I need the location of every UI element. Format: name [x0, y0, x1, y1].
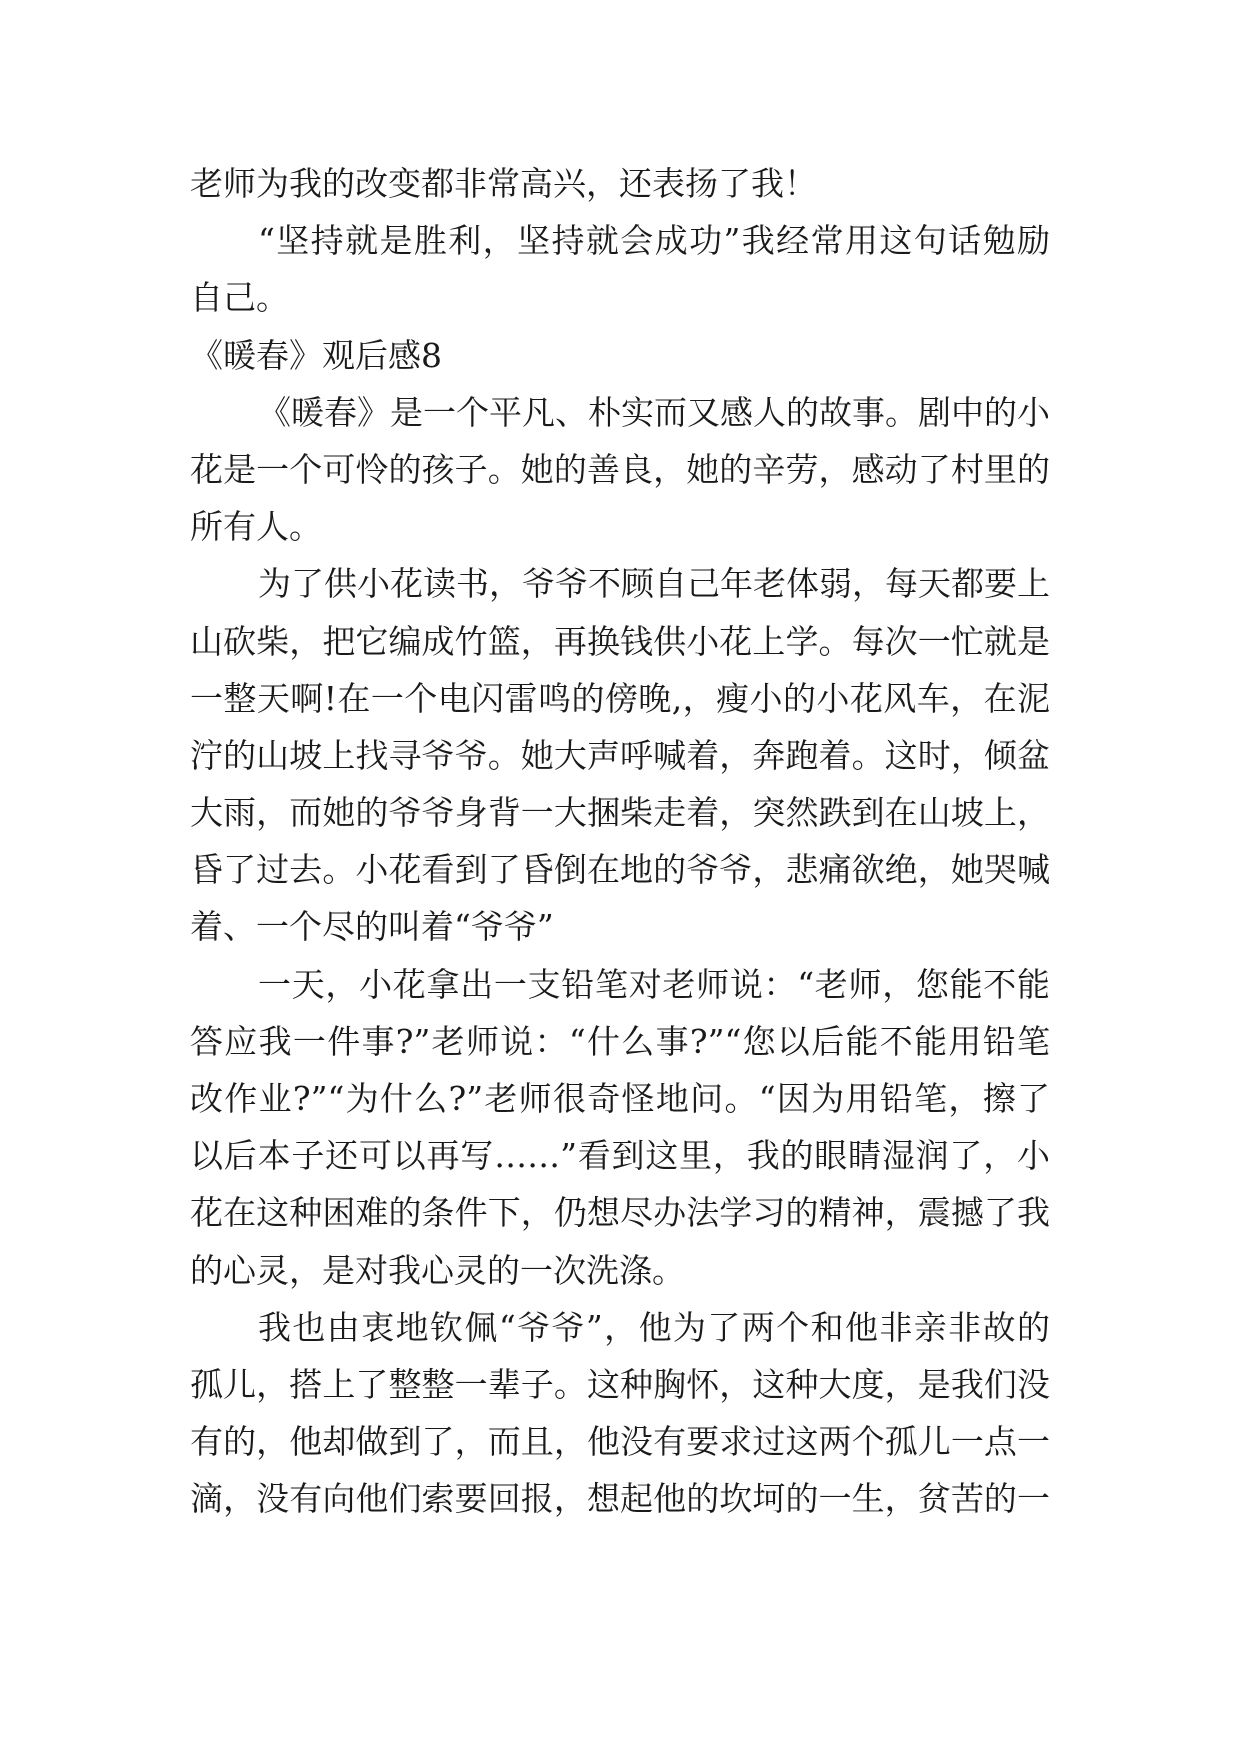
- text-line-2: “坚持就是胜利，坚持就会成功”我经常用这句话勉励: [258, 221, 1050, 261]
- text-line-20: 的心灵，是对我心灵的一次洗涤。: [190, 1250, 685, 1290]
- text-line-22: 孤儿，搭上了整整一辈子。这种胸怀，这种大度，是我们没: [190, 1364, 1050, 1404]
- text-line-5: 《暖春》是一个平凡、朴实而又感人的故事。剧中的小: [258, 392, 1050, 432]
- text-line-10: 一整天啊!在一个电闪雷鸣的傍晚,，瘦小的小花风车，在泥: [190, 678, 1050, 718]
- text-line-16: 答应我一件事?”老师说：“什么事?”“您以后能不能用铅笔: [190, 1021, 1050, 1061]
- text-line-23: 有的，他却做到了，而且，他没有要求过这两个孤儿一点一: [190, 1422, 1050, 1462]
- text-line-21: 我也由衷地钦佩“爷爷”，他为了两个和他非亲非故的: [258, 1307, 1050, 1347]
- text-line-13: 昏了过去。小花看到了昏倒在地的爷爷，悲痛欲绝，她哭喊: [190, 850, 1050, 890]
- text-line-14: 着、一个尽的叫着“爷爷”: [190, 907, 554, 947]
- document-body: [190, 155, 1050, 1528]
- text-line-11: 泞的山坡上找寻爷爷。她大声呼喊着，奔跑着。这时，倾盆: [190, 735, 1050, 775]
- text-line-9: 山砍柴，把它编成竹篮，再换钱供小花上学。每次一忙就是: [190, 621, 1050, 661]
- text-line-24: 滴，没有向他们索要回报，想起他的坎坷的一生，贫苦的一: [190, 1479, 1050, 1519]
- text-line-15: 一天，小花拿出一支铅笔对老师说：“老师，您能不能: [258, 964, 1050, 1004]
- text-line-6: 花是一个可怜的孩子。她的善良，她的辛劳，感动了村里的: [190, 449, 1050, 489]
- text-line-7: 所有人。: [190, 507, 322, 547]
- text-line-17: 改作业?”“为什么?”老师很奇怪地问。“因为用铅笔，擦了: [190, 1079, 1050, 1118]
- text-line-3: 自己。: [190, 278, 289, 318]
- text-line-8: 为了供小花读书，爷爷不顾自己年老体弱，每天都要上: [258, 564, 1050, 604]
- text-line-12: 大雨，而她的爷爷身背一大捆柴走着，突然跌到在山坡上，: [190, 793, 1050, 833]
- section-heading: 《暖春》观后感8: [190, 335, 442, 375]
- text-line-1: 老师为我的改变都非常高兴，还表扬了我！: [190, 164, 817, 203]
- text-line-19: 花在这种困难的条件下，仍想尽办法学习的精神，震撼了我: [190, 1193, 1050, 1233]
- text-line-18: 以后本子还可以再写……”看到这里，我的眼睛湿润了，小: [190, 1136, 1050, 1176]
